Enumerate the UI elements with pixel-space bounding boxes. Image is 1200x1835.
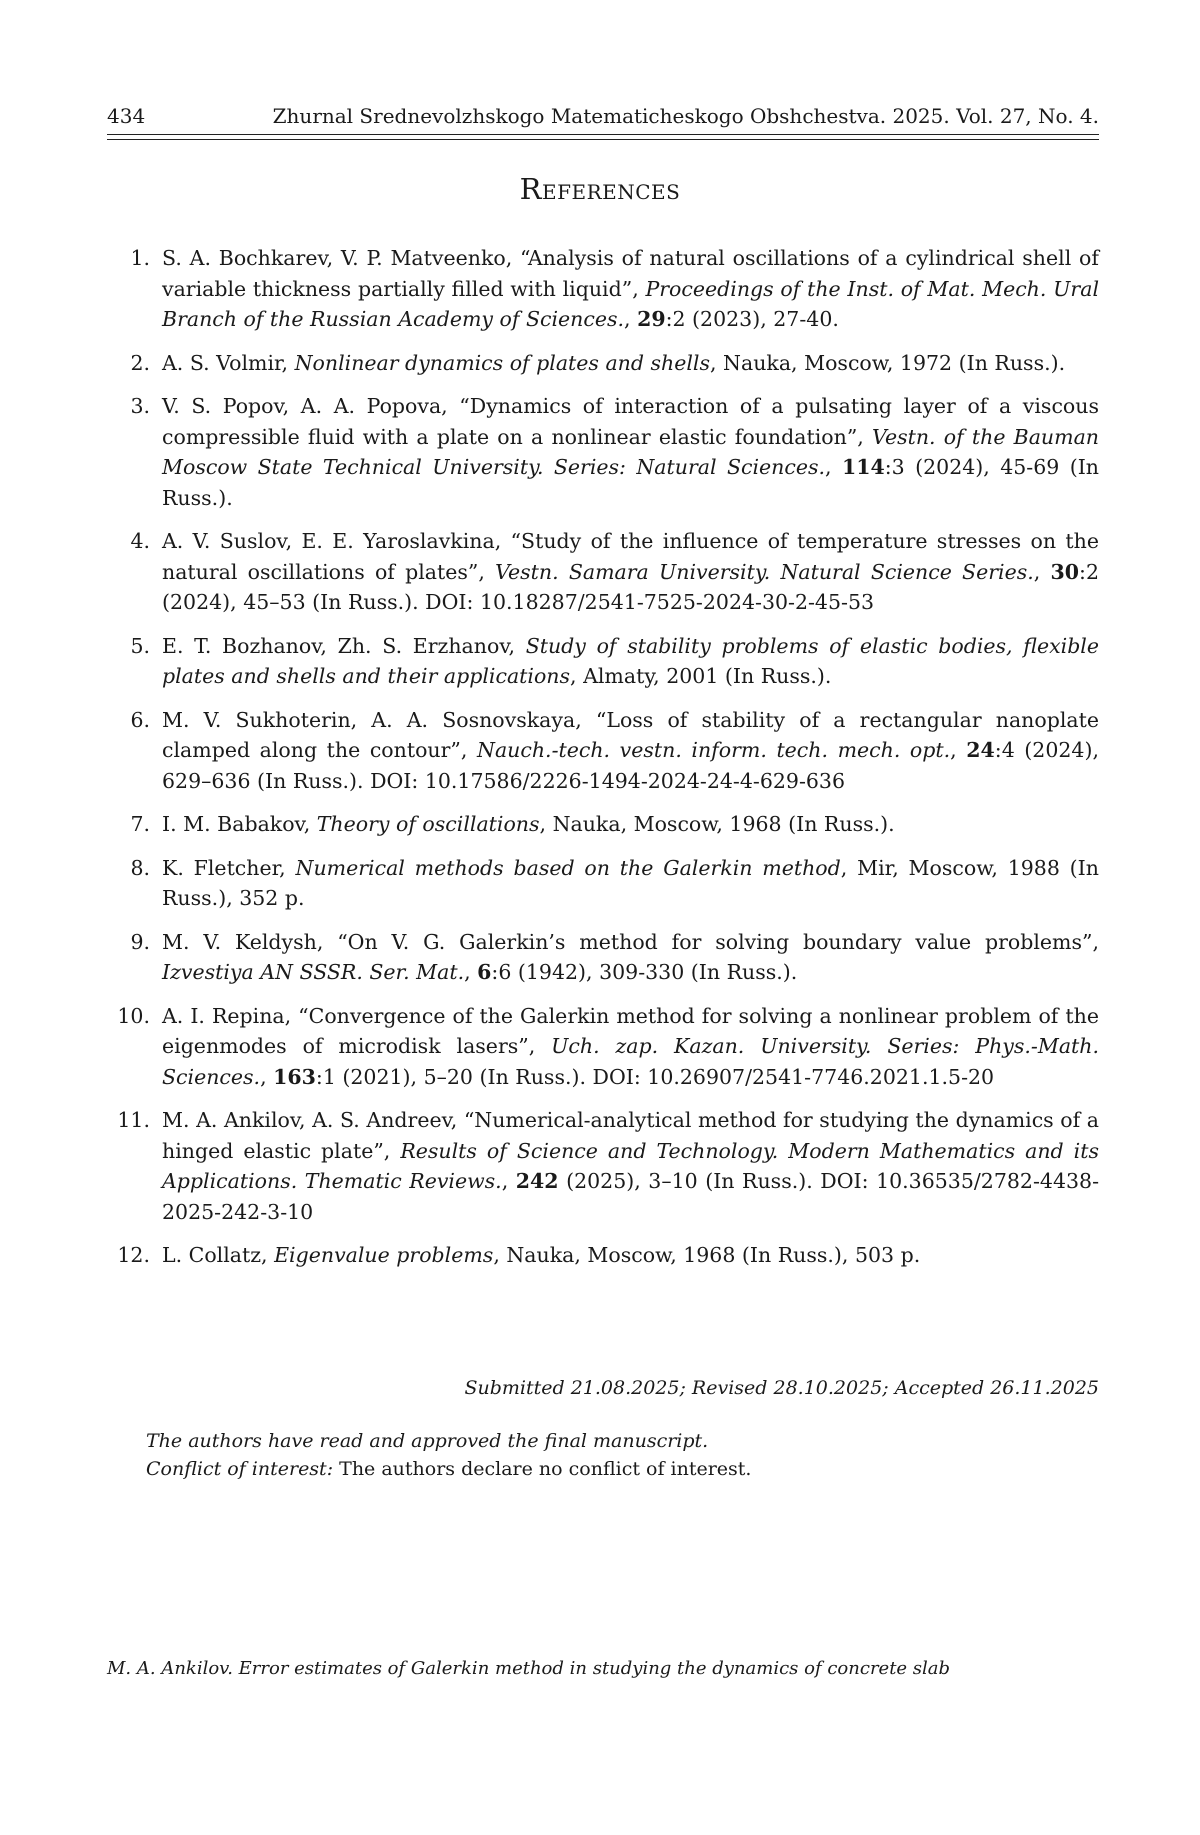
reference-segment: M. V. Sukhoterin, A. A. Sosnovskaya, “Loss of stability of a rectangular nanoplate clamped along the contour”, — [162, 707, 1099, 762]
reference-text — [162, 526, 1099, 618]
reference-segment: , Mir, Moscow, 1988 (In Russ.), 352 p. — [162, 855, 1099, 910]
reference-number: 9. — [130, 929, 150, 954]
reference-item — [107, 1240, 1099, 1271]
reference-source: Uch. zap. Kazan. University. Series: Phys.-Math. Sciences. — [162, 1034, 1099, 1089]
conflict-note — [146, 1458, 1096, 1480]
reference-source: Vestn. of the Bauman Moscow State Technical University. Series: Natural Sciences. — [162, 424, 1100, 479]
reference-volume: 114 — [841, 455, 885, 479]
reference-segment: A. S. Volmir, — [162, 350, 295, 375]
reference-volume: 24 — [966, 738, 995, 762]
reference-segment: , Nauka, Moscow, 1972 (In Russ.). — [710, 350, 1066, 375]
reference-text — [162, 391, 1099, 513]
reference-segment: , — [950, 738, 967, 762]
reference-source: Nonlinear dynamics of plates and shells — [294, 350, 711, 375]
reference-segment: , Almaty, 2001 (In Russ.). — [570, 664, 832, 688]
reference-segment: , — [501, 1169, 516, 1193]
reference-item — [107, 1001, 1099, 1093]
reference-segment: :2 (2024), 45–53 (In Russ.). DOI: 10.18287/2541-7525-2024-30-2-45-53 — [162, 559, 1099, 614]
header-rule-bottom — [107, 139, 1099, 140]
reference-number: 1. — [130, 246, 150, 270]
section-title: References — [519, 172, 681, 206]
running-footer: M. A. Ankilov. Error estimates of Galerkin method in studying the dynamics of concrete slab — [107, 1658, 951, 1679]
reference-text — [162, 705, 1099, 797]
reference-number: 10. — [117, 1003, 150, 1028]
reference-volume: 30 — [1050, 559, 1080, 584]
reference-number: 12. — [117, 1243, 150, 1267]
reference-item — [107, 348, 1099, 379]
reference-volume: 6 — [477, 960, 492, 984]
reference-segment: :3 (2024), 45-69 (In Russ.). — [162, 455, 1099, 510]
reference-source: Eigenvalue problems — [274, 1243, 494, 1267]
reference-source: Theory of oscillations — [316, 812, 540, 836]
reference-segment: A. V. Suslov, E. E. Yaroslavkina, “Study of the influence of temperature stresses on the natural oscillations of plates”, — [162, 529, 1099, 584]
reference-source: Numerical methods based on the Galerkin method — [295, 855, 841, 880]
reference-item — [107, 705, 1099, 797]
reference-number: 6. — [130, 707, 150, 732]
reference-segment: L. Collatz, — [162, 1243, 275, 1267]
reference-segment: :2 (2023), 27-40. — [665, 307, 839, 331]
reference-text — [162, 809, 1099, 840]
reference-segment: , — [464, 960, 478, 984]
page-number: 434 — [107, 104, 146, 128]
reference-segment: , Nauka, Moscow, 1968 (In Russ.), 503 p. — [493, 1243, 921, 1267]
header-rule-top — [107, 134, 1099, 135]
reference-segment: S. A. Bochkarev, V. P. Matveenko, “Analysis of natural oscillations of a cylindrical shell of variable thickness partially filled with liquid”, — [162, 246, 1099, 301]
reference-item — [107, 631, 1099, 692]
reference-item — [107, 853, 1099, 914]
conflict-label: Conflict of interest: — [146, 1458, 334, 1480]
reference-text — [162, 1001, 1099, 1093]
journal-title: Zhurnal Srednevolzhskogo Matematicheskogo Obshchestva. 2025. Vol. 27, No. 4. — [272, 104, 1099, 128]
reference-segment: I. M. Babakov, — [162, 812, 317, 836]
reference-segment: :4 (2024), 629–636 (In Russ.). DOI: 10.17586/2226-1494-2024-24-4-629-636 — [162, 738, 1099, 793]
reference-number: 5. — [130, 633, 150, 658]
reference-number: 4. — [130, 529, 150, 553]
reference-segment: A. I. Repina, “Convergence of the Galerkin method for solving a nonlinear problem of the eigenmodes of microdisk lasers”, — [162, 1003, 1099, 1058]
reference-text — [162, 1240, 1099, 1271]
reference-segment: (2025), 3–10 (In Russ.). DOI: 10.36535/2782-4438-2025-242-3-10 — [162, 1169, 1099, 1224]
reference-source: Izvestiya AN SSSR. Ser. Mat. — [162, 960, 465, 984]
reference-number: 2. — [130, 350, 150, 375]
reference-segment: M. V. Keldysh, “On V. G. Galerkin’s method for solving boundary value problems”, — [162, 929, 1099, 954]
reference-source: Nauch.-tech. vestn. inform. tech. mech. opt. — [477, 738, 951, 762]
reference-item — [107, 526, 1099, 618]
reference-volume: 242 — [515, 1169, 559, 1193]
reference-text — [162, 348, 1099, 379]
reference-volume: 29 — [637, 307, 666, 331]
reference-segment: :1 (2021), 5–20 (In Russ.). DOI: 10.26907/2541-7746.2021.1.5-20 — [315, 1064, 995, 1089]
approval-note: The authors have read and approved the final manuscript. — [146, 1430, 709, 1452]
reference-item — [107, 927, 1099, 988]
reference-number: 3. — [130, 394, 150, 418]
reference-item — [107, 1105, 1099, 1227]
reference-text — [162, 1105, 1099, 1227]
reference-source: Proceedings of the Inst. of Mat. Mech. Ural Branch of the Russian Academy of Sciences. — [162, 276, 1099, 331]
reference-segment: , — [260, 1064, 274, 1089]
reference-text — [162, 243, 1099, 335]
reference-source: Vestn. Samara University. Natural Science Series. — [495, 559, 1034, 584]
reference-text — [162, 927, 1099, 988]
reference-source: Results of Science and Technology. Modern Mathematics and its Applications. Thematic Reviews. — [162, 1138, 1099, 1193]
reference-segment: :6 (1942), 309-330 (In Russ.). — [491, 960, 798, 984]
reference-source: Study of stability problems of elastic bodies, flexible plates and shells and their applications — [162, 633, 1099, 688]
reference-volume: 163 — [273, 1064, 316, 1089]
reference-item — [107, 243, 1099, 335]
running-header — [107, 104, 1099, 128]
reference-item — [107, 391, 1099, 513]
reference-segment: K. Fletcher, — [162, 855, 296, 880]
conflict-text: The authors declare no conflict of interest. — [333, 1458, 752, 1480]
reference-number: 11. — [117, 1108, 150, 1132]
reference-segment: E. T. Bozhanov, Zh. S. Erzhanov, — [162, 633, 526, 658]
reference-list — [107, 243, 1099, 1284]
reference-segment: M. A. Ankilov, A. S. Andreev, “Numerical-analytical method for studying the dynamics of a hinged elastic plate”, — [162, 1108, 1099, 1163]
submission-dates: Submitted 21.08.2025; Revised 28.10.2025; Accepted 26.11.2025 — [464, 1377, 1099, 1399]
reference-segment: V. S. Popov, A. A. Popova, “Dynamics of interaction of a pulsating layer of a viscous compressible fluid with a plate on a nonlinear elastic foundation”, — [162, 394, 1099, 449]
reference-text — [162, 853, 1099, 914]
reference-segment: , — [825, 455, 842, 479]
reference-segment: , — [1033, 559, 1051, 584]
reference-number: 7. — [130, 812, 150, 836]
reference-number: 8. — [130, 855, 150, 880]
reference-text — [162, 631, 1099, 692]
reference-item — [107, 809, 1099, 840]
reference-segment: , Nauka, Moscow, 1968 (In Russ.). — [539, 812, 895, 836]
reference-segment: , — [624, 307, 638, 331]
